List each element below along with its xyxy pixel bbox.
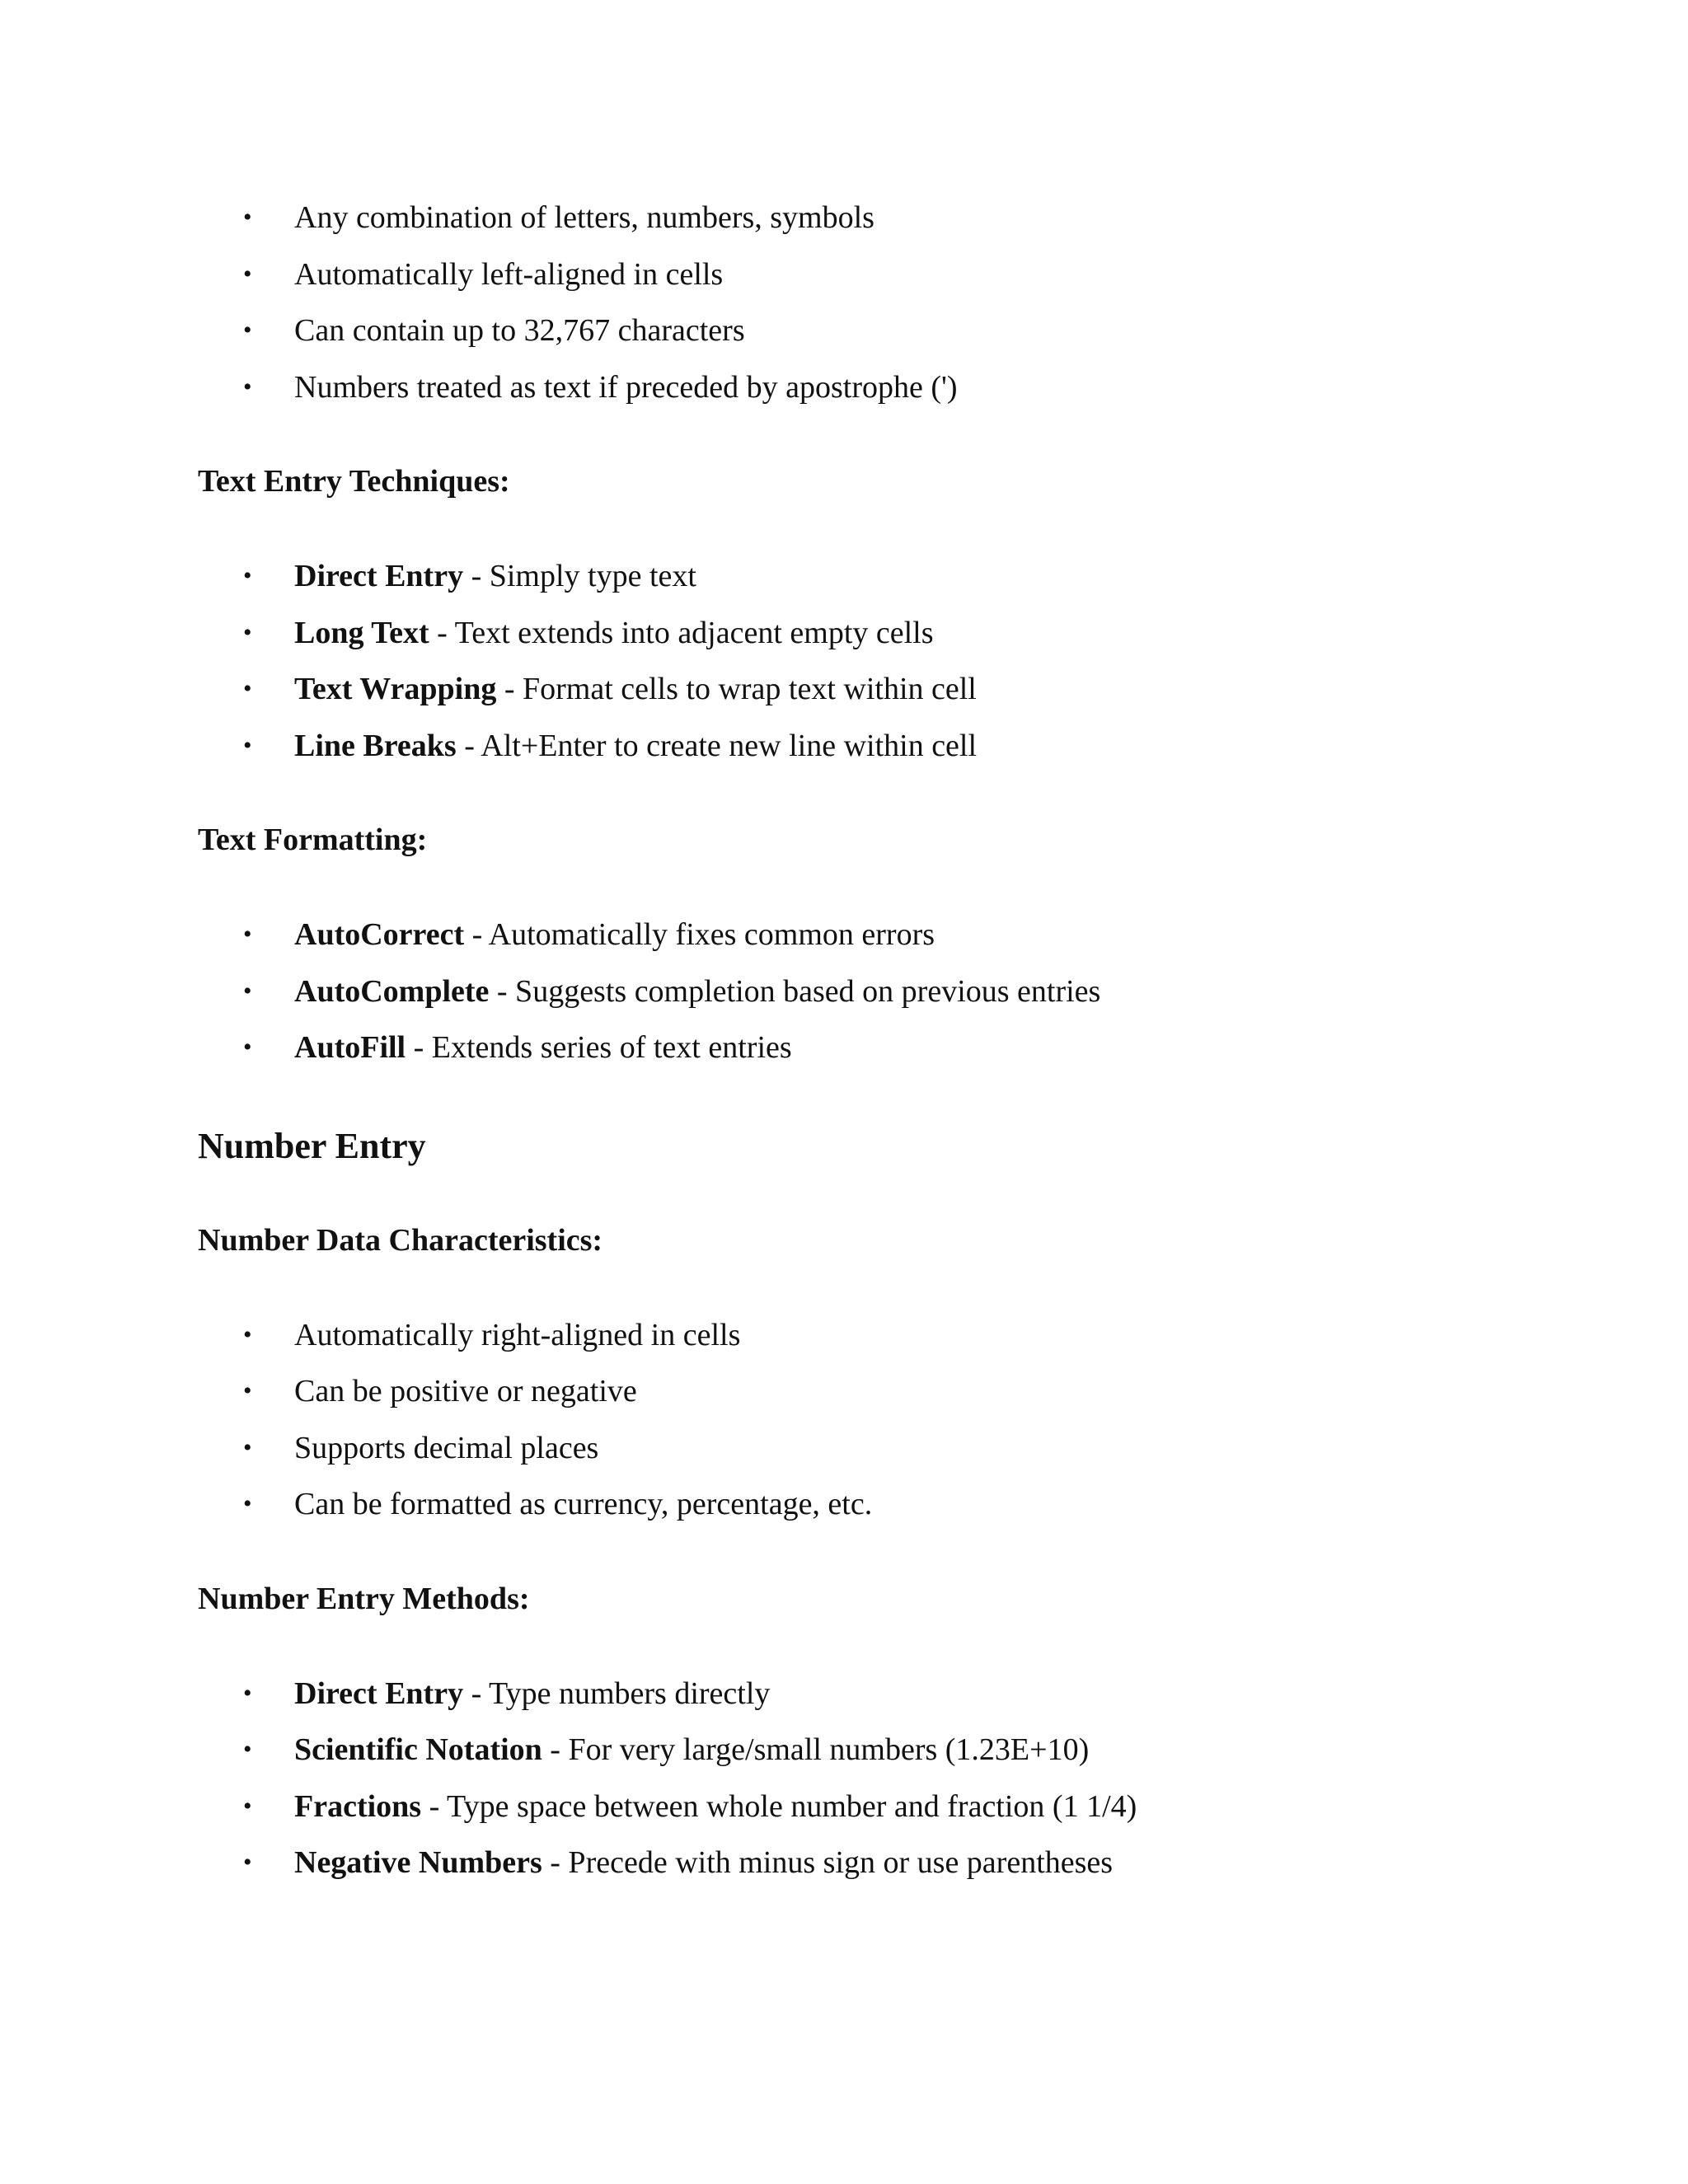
list-item: • Negative Numbers - Precede with minus sign or use parentheses bbox=[198, 1835, 1484, 1891]
number-characteristics-heading: Number Data Characteristics: bbox=[198, 1222, 603, 1258]
text-characteristics-list bbox=[198, 190, 1484, 415]
list-item: • Automatically right-aligned in cells bbox=[198, 1307, 1484, 1364]
bullet-icon: • bbox=[243, 1679, 252, 1707]
number-entry-methods-heading: Number Entry Methods: bbox=[198, 1581, 530, 1616]
list-item: • Text Wrapping - Format cells to wrap text within cell bbox=[198, 661, 1484, 718]
list-item: • AutoCorrect - Automatically fixes common errors bbox=[198, 907, 1484, 963]
number-entry-title: Number Entry bbox=[198, 1125, 426, 1166]
bullet-icon: • bbox=[243, 373, 252, 401]
list-item: • Scientific Notation - For very large/small numbers (1.23E+10) bbox=[198, 1722, 1484, 1779]
bullet-icon: • bbox=[243, 1377, 252, 1404]
list-item: • Any combination of letters, numbers, symbols bbox=[198, 190, 1484, 246]
list-item: • Line Breaks - Alt+Enter to create new line within cell bbox=[198, 718, 1484, 775]
bullet-icon: • bbox=[243, 618, 252, 646]
bullet-icon: • bbox=[243, 316, 252, 344]
list-item: • AutoComplete - Suggests completion based on previous entries bbox=[198, 963, 1484, 1020]
list-item: • AutoFill - Extends series of text entries bbox=[198, 1019, 1484, 1076]
list-item: • Automatically left-aligned in cells bbox=[198, 246, 1484, 303]
bullet-icon: • bbox=[243, 921, 252, 948]
bullet-icon: • bbox=[243, 977, 252, 1005]
text-formatting-heading: Text Formatting: bbox=[198, 823, 428, 857]
bullet-icon: • bbox=[243, 675, 252, 702]
list-item: • Long Text - Text extends into adjacent empty cells bbox=[198, 605, 1484, 662]
bullet-icon: • bbox=[243, 1433, 252, 1461]
bullet-icon: • bbox=[243, 1320, 252, 1348]
list-item: • Can be formatted as currency, percentage, etc. bbox=[198, 1476, 1484, 1533]
bullet-icon: • bbox=[243, 1490, 252, 1517]
text-formatting-list bbox=[198, 907, 1484, 1076]
list-item: • Numbers treated as text if preceded by apostrophe (') bbox=[198, 359, 1484, 416]
bullet-icon: • bbox=[243, 562, 252, 589]
list-item: • Direct Entry - Simply type text bbox=[198, 548, 1484, 605]
text-entry-techniques-heading: Text Entry Techniques: bbox=[198, 464, 510, 499]
bullet-icon: • bbox=[243, 1792, 252, 1820]
list-item: • Can contain up to 32,767 characters bbox=[198, 302, 1484, 359]
bullet-icon: • bbox=[243, 1033, 252, 1061]
bullet-icon: • bbox=[243, 1849, 252, 1876]
number-entry-methods-list bbox=[198, 1666, 1484, 1891]
list-item: • Direct Entry - Type numbers directly bbox=[198, 1666, 1484, 1722]
bullet-icon: • bbox=[243, 1736, 252, 1763]
bullet-icon: • bbox=[243, 260, 252, 288]
list-item: • Fractions - Type space between whole number and fraction (1 1/4) bbox=[198, 1779, 1484, 1835]
bullet-icon: • bbox=[243, 731, 252, 759]
list-item: • Can be positive or negative bbox=[198, 1363, 1484, 1420]
list-item: • Supports decimal places bbox=[198, 1420, 1484, 1477]
number-characteristics-list bbox=[198, 1307, 1484, 1533]
document-content bbox=[198, 190, 1484, 1891]
text-entry-techniques-list bbox=[198, 548, 1484, 774]
bullet-icon: • bbox=[243, 204, 252, 231]
